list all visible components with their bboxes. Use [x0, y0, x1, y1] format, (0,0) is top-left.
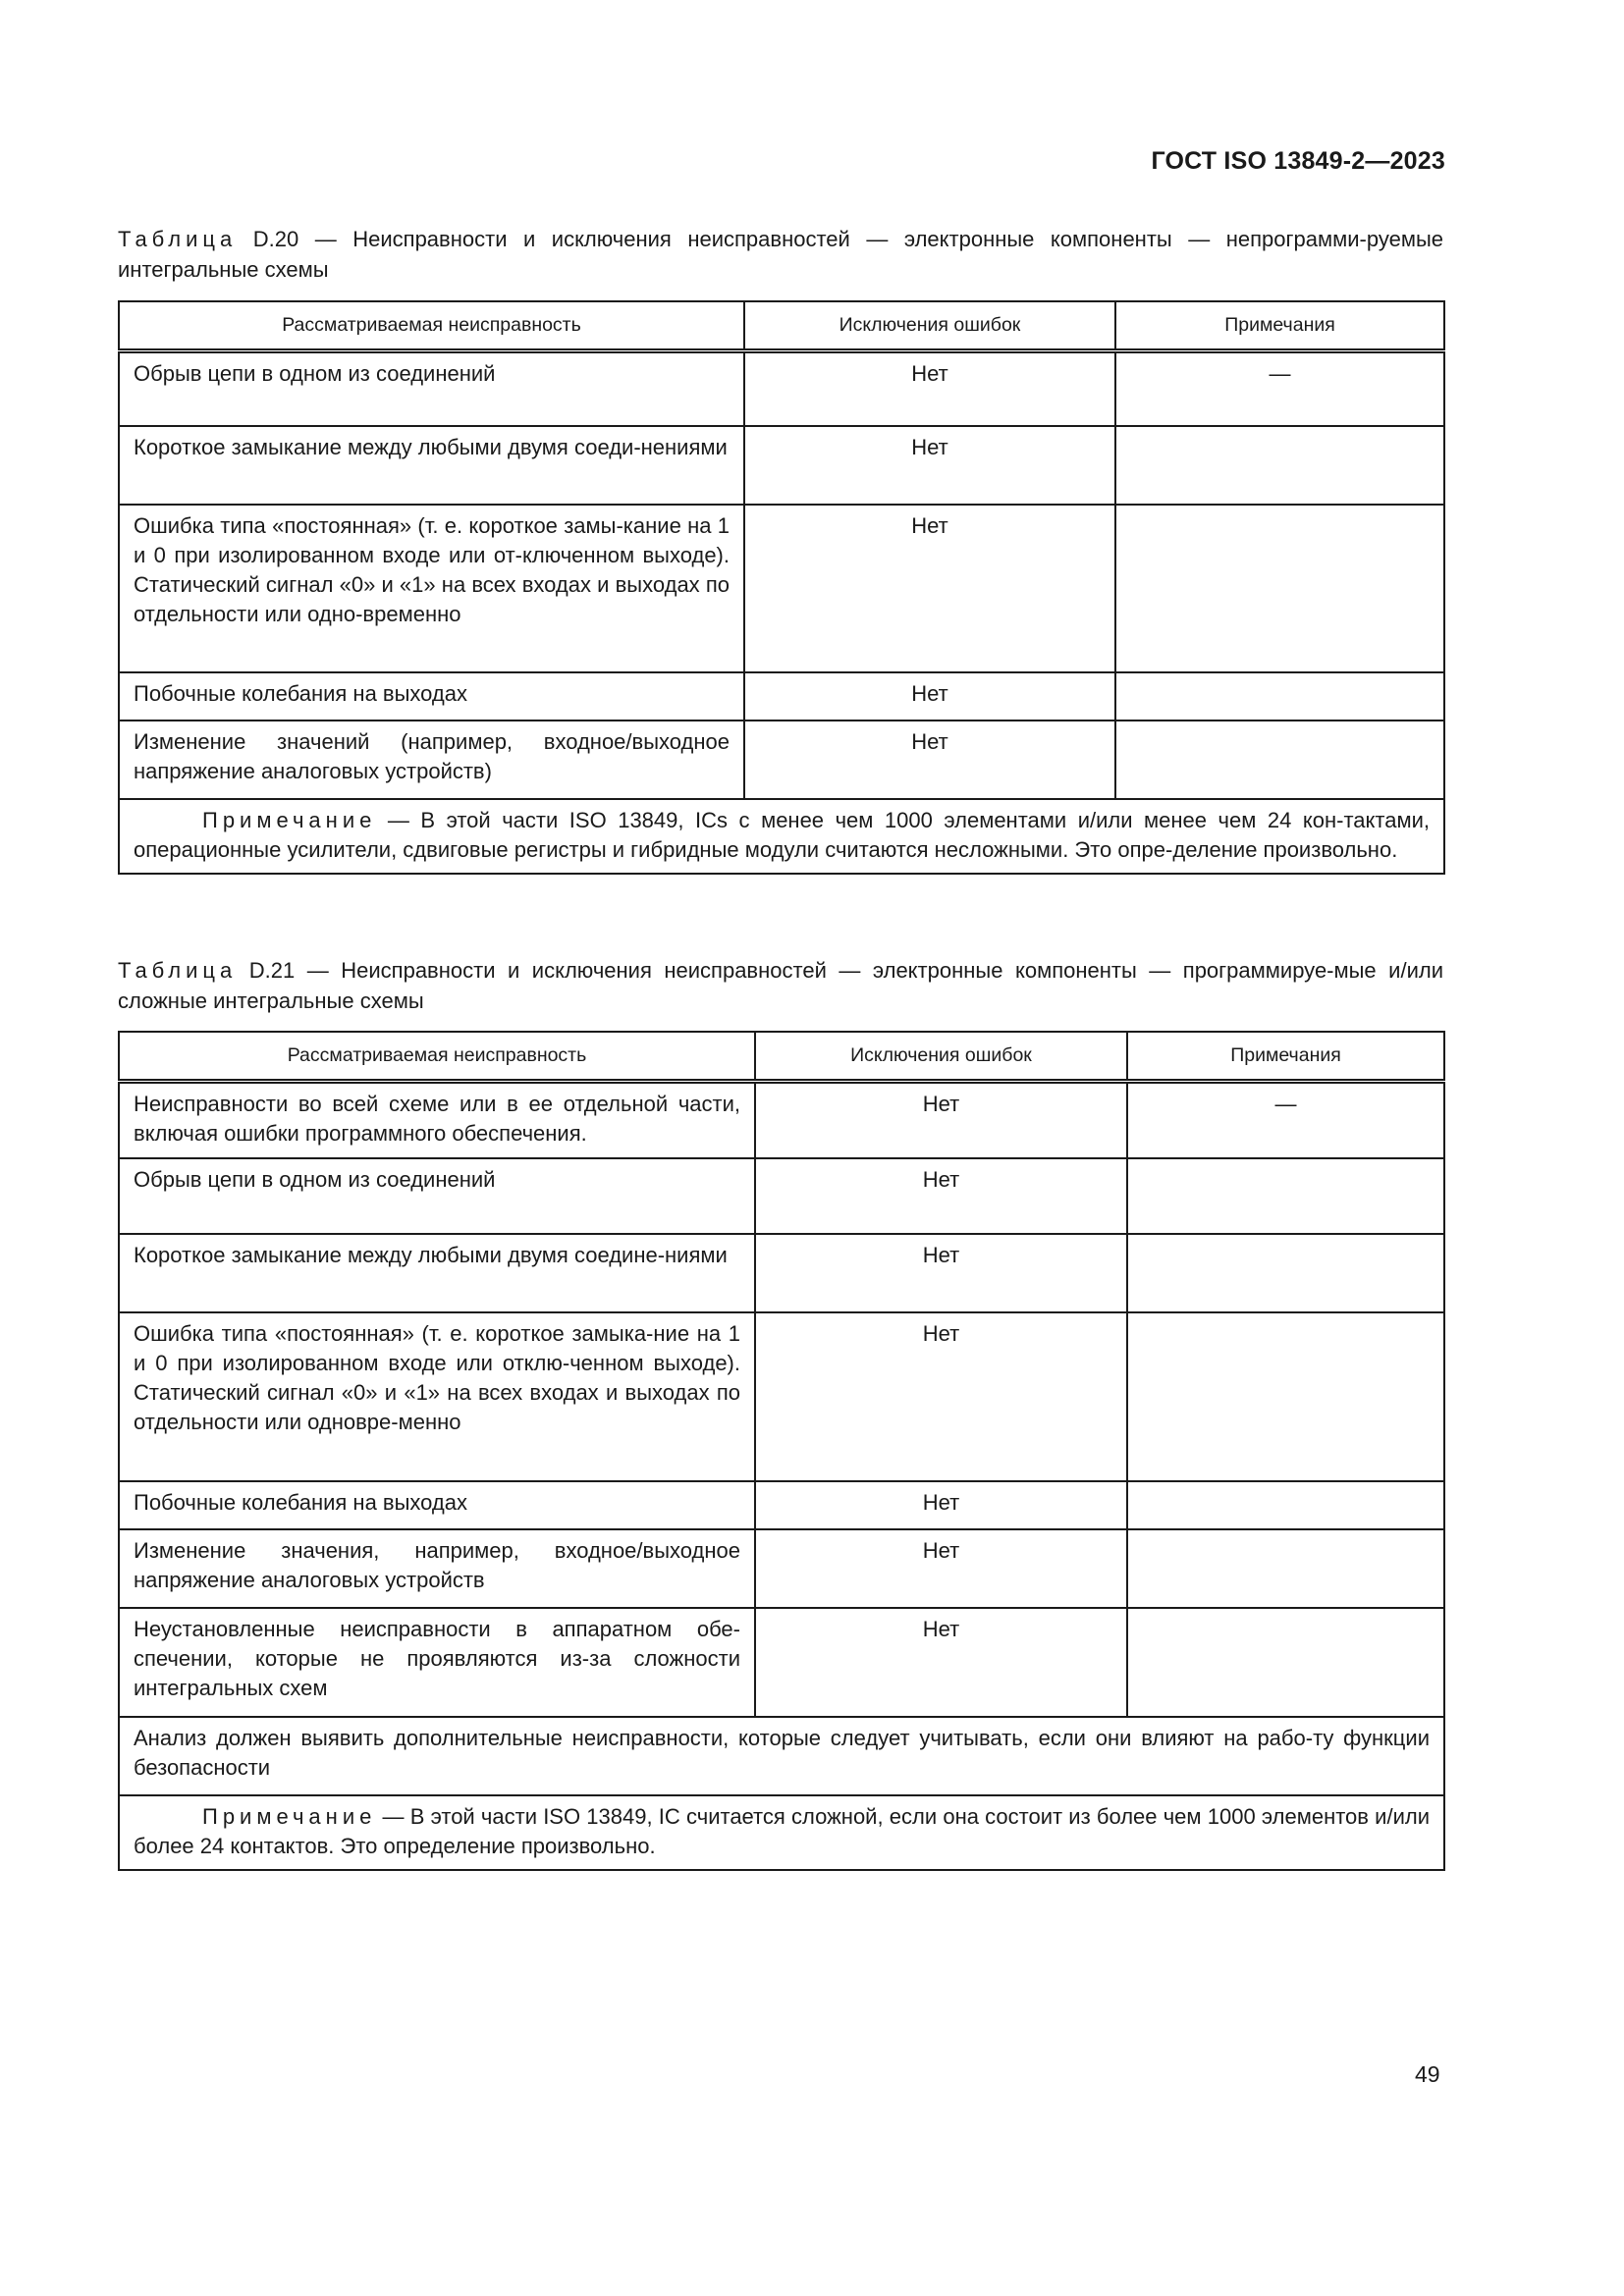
table-d20 [118, 300, 1445, 875]
remark-cell [1127, 1608, 1444, 1717]
page-number: 49 [1415, 2061, 1440, 2087]
table-row [119, 1608, 1444, 1717]
remark-cell [1127, 1234, 1444, 1312]
remark-cell [1127, 1312, 1444, 1481]
table-note-row [119, 1795, 1444, 1870]
table-row [119, 1158, 1444, 1234]
table-row [119, 1312, 1444, 1481]
exclusion-cell: Нет [755, 1158, 1127, 1234]
remark-cell: — [1127, 1082, 1444, 1158]
column-header-fault: Рассматриваемая неисправность [119, 1032, 755, 1082]
exclusion-cell: Нет [755, 1608, 1127, 1717]
table-header-row [119, 301, 1444, 351]
table-note [119, 799, 1444, 874]
fault-cell: Неустановленные неисправности в аппаратном обе-спечении, которые не проявляются из-за сложности интегральных схем [119, 1608, 755, 1717]
remark-cell [1115, 721, 1444, 799]
fault-cell: Обрыв цепи в одном из соединений [119, 1158, 755, 1234]
column-header-remark: Примечания [1127, 1032, 1444, 1082]
fault-cell: Побочные колебания на выходах [119, 1481, 755, 1529]
fault-cell: Обрыв цепи в одном из соединений [119, 351, 744, 426]
exclusion-cell: Нет [755, 1234, 1127, 1312]
remark-cell [1127, 1529, 1444, 1608]
exclusion-cell: Нет [744, 672, 1115, 721]
column-header-fault: Рассматриваемая неисправность [119, 301, 744, 351]
remark-cell: — [1115, 351, 1444, 426]
exclusion-cell: Нет [755, 1529, 1127, 1608]
remark-cell [1127, 1481, 1444, 1529]
analysis-requirement: Анализ должен выявить дополнительные неисправности, которые следует учитывать, если они влияют на рабо-ту функции безопасности [119, 1717, 1444, 1795]
table-header-row [119, 1032, 1444, 1082]
column-header-exclusion: Исключения ошибок [744, 301, 1115, 351]
table-d21-caption [118, 955, 1443, 1016]
note-text: — В этой части ISO 13849, ICs с менее чем 1000 элементами и/или менее чем 24 кон-тактами, операционные усилители, сдвиговые регистры и гибридные модули считаются несложными. Это опре-деление произвольно. [134, 807, 1430, 862]
remark-cell [1115, 672, 1444, 721]
exclusion-cell: Нет [744, 351, 1115, 426]
exclusion-cell: Нет [744, 426, 1115, 505]
column-header-exclusion: Исключения ошибок [755, 1032, 1127, 1082]
fault-cell: Короткое замыкание между любыми двумя соедине-ниями [119, 1234, 755, 1312]
table-row [119, 505, 1444, 672]
caption-label: Таблица [118, 958, 238, 983]
table-row [119, 426, 1444, 505]
exclusion-cell: Нет [755, 1312, 1127, 1481]
fault-cell: Ошибка типа «постоянная» (т. е. короткое замы-кание на 1 и 0 при изолированном входе или от-ключенном выходе). Статический сигнал «0» и «1» на всех входах и выходах по отдельности или одно-временно [119, 505, 744, 672]
table-row [119, 1234, 1444, 1312]
exclusion-cell: Нет [744, 721, 1115, 799]
exclusion-cell: Нет [744, 505, 1115, 672]
caption-text: D.20 — Неисправности и исключения неисправностей — электронные компоненты — непрограмми-руемые интегральные схемы [118, 227, 1443, 282]
fault-cell: Побочные колебания на выходах [119, 672, 744, 721]
fault-cell: Изменение значений (например, входное/выходное напряжение аналоговых устройств) [119, 721, 744, 799]
table-row [119, 1082, 1444, 1158]
table-note-row [119, 799, 1444, 874]
table-row [119, 672, 1444, 721]
exclusion-cell: Нет [755, 1082, 1127, 1158]
note-label: Примечание [202, 1803, 377, 1829]
note-label: Примечание [202, 807, 377, 832]
fault-cell: Короткое замыкание между любыми двумя соеди-нениями [119, 426, 744, 505]
fault-cell: Ошибка типа «постоянная» (т. е. короткое замыка-ние на 1 и 0 при изолированном входе или отклю-ченном выходе). Статический сигнал «0» и «1» на всех входах и выходах по отдельности или одновре-менно [119, 1312, 755, 1481]
table-d21 [118, 1031, 1445, 1871]
table-row [119, 1529, 1444, 1608]
document-header: ГОСТ ISO 13849-2—2023 [1151, 147, 1445, 175]
table-row [119, 721, 1444, 799]
table-row [119, 351, 1444, 426]
column-header-remark: Примечания [1115, 301, 1444, 351]
caption-text: D.21 — Неисправности и исключения неисправностей — электронные компоненты — программируе-мые и/или сложные интегральные схемы [118, 958, 1443, 1013]
remark-cell [1115, 426, 1444, 505]
remark-cell [1115, 505, 1444, 672]
table-note [119, 1795, 1444, 1870]
fault-cell: Изменение значения, например, входное/выходное напряжение аналоговых устройств [119, 1529, 755, 1608]
caption-label: Таблица [118, 227, 238, 251]
exclusion-cell: Нет [755, 1481, 1127, 1529]
table-extra-row [119, 1717, 1444, 1795]
fault-cell: Неисправности во всей схеме или в ее отдельной части, включая ошибки программного обеспечения. [119, 1082, 755, 1158]
note-text: — В этой части ISO 13849, IC считается сложной, если она состоит из более чем 1000 элементов и/или более 24 контактов. Это определение произвольно. [134, 1803, 1430, 1858]
remark-cell [1127, 1158, 1444, 1234]
table-row [119, 1481, 1444, 1529]
table-d20-caption [118, 224, 1443, 285]
